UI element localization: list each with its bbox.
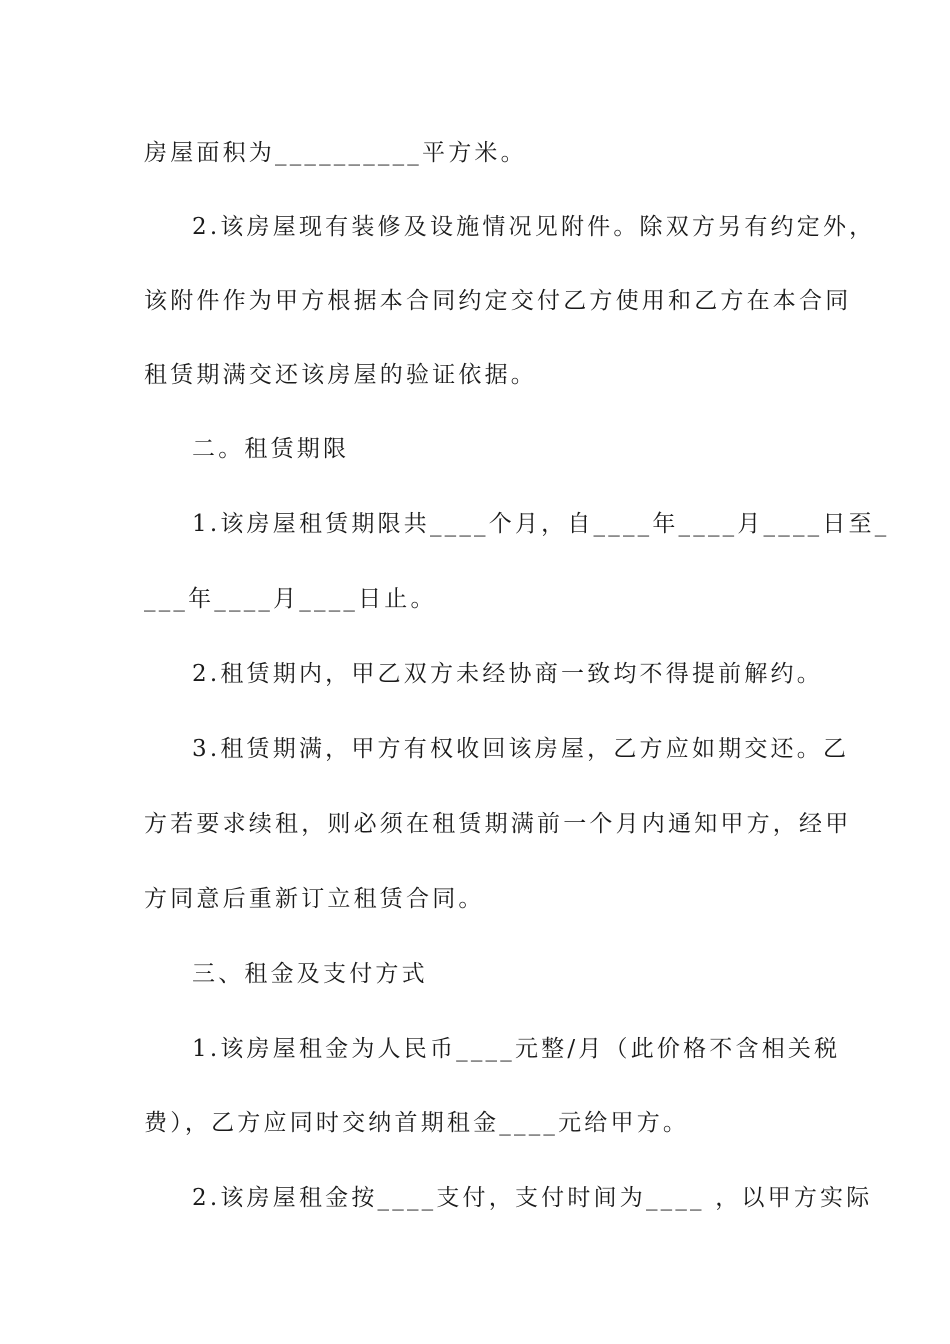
paragraph-line: 方同意后重新订立租赁合同。 [144,886,485,912]
paragraph-line: 该附件作为甲方根据本合同约定交付乙方使用和乙方在本合同 [144,288,852,314]
paragraph-line: 2.该房屋现有装修及设施情况见附件。除双方另有约定外， [192,214,876,240]
paragraph-line: 费），乙方应同时交纳首期租金____元给甲方。 [144,1110,690,1136]
paragraph-line: 3.租赁期满，甲方有权收回该房屋，乙方应如期交还。乙 [192,736,850,762]
paragraph-line: 房屋面积为__________平方米。 [144,140,527,166]
paragraph-line: 2.该房屋租金按____支付，支付时间为____ ，以甲方实际 [192,1185,873,1211]
section-heading: 三、租金及支付方式 [192,961,428,987]
paragraph-line: ___年____月____日止。 [144,586,437,612]
paragraph-line: 1.该房屋租赁期限共____个月，自____年____月____日至_ [192,511,890,537]
paragraph-line: 租赁期满交还该房屋的验证依据。 [144,362,537,388]
paragraph-line: 1.该房屋租金为人民币____元整/月（此价格不含相关税 [192,1036,841,1062]
paragraph-line: 2.租赁期内，甲乙双方未经协商一致均不得提前解约。 [192,661,823,687]
paragraph-line: 方若要求续租，则必须在租赁期满前一个月内通知甲方，经甲 [144,811,852,837]
section-heading: 二。租赁期限 [192,436,350,462]
